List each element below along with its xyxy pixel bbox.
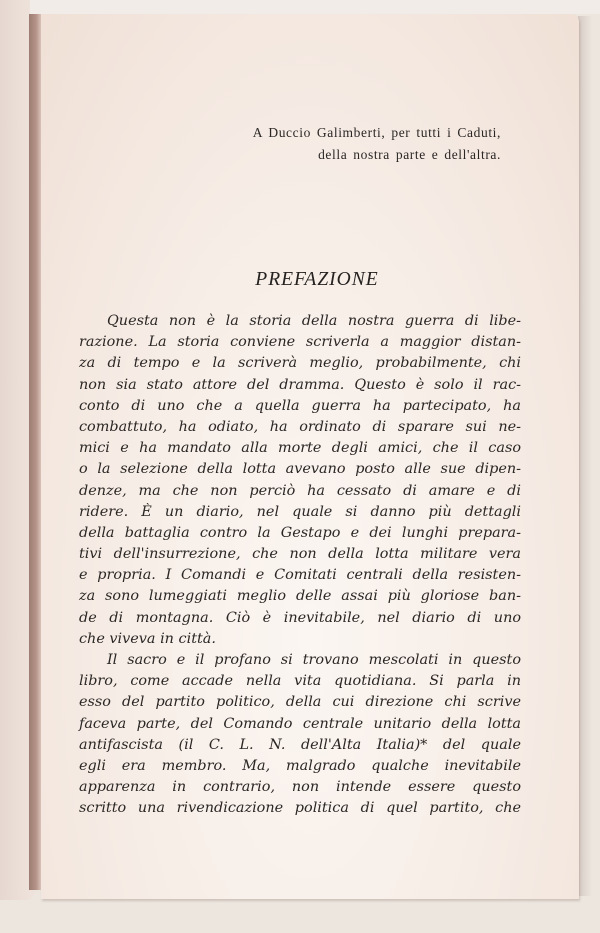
text-line: esso del partito politico, della cui direzione chi scrive [79, 694, 521, 711]
text-line: za di tempo e la scriverà meglio, probabilmente, chi [79, 355, 521, 372]
page-title: PREFAZIONE [255, 269, 379, 290]
dedication-line: della nostra parte e dell'altra. [318, 147, 501, 162]
text-line: conto di uno che a quella guerra ha partecipato, ha [79, 397, 521, 414]
text-line: o la selezione della lotta avevano posto alle sue dipen- [79, 461, 521, 478]
text-line: Questa non è la storia della nostra guerra di libe- [107, 313, 521, 329]
text-line: ridere. È un diario, nel quale si danno più dettagli [79, 503, 521, 520]
text-line: apparenza in contrario, non intende essere questo [79, 779, 521, 796]
text-line: faceva parte, del Comando centrale unitario della lotta [79, 715, 521, 732]
background-strip [30, 0, 600, 14]
text-line: non sia stato attore del dramma. Questo è solo il rac- [79, 376, 521, 393]
dedication-line: A Duccio Galimberti, per tutti i Caduti, [252, 125, 501, 140]
text-line: mici e ha mandato alla morte degli amici, che il caso [79, 440, 521, 457]
text-line: scritto una rivendicazione politica di quel partito, che [79, 800, 521, 817]
text-line: e propria. I Comandi e Comitati centrali della resisten- [79, 567, 521, 584]
preface-body [79, 311, 521, 820]
text-line: Il sacro e il profano si trovano mescolati in questo [107, 652, 521, 668]
page-shadow [578, 16, 592, 896]
paragraph [79, 650, 521, 820]
text-line: antifascista (il C. L. N. dell'Alta Italia)* del quale [79, 736, 521, 753]
text-line: za sono lumeggiati meglio delle assai più gloriose ban- [79, 588, 521, 605]
text-line: libro, come accade nella vita quotidiana. Si parla in [79, 673, 521, 690]
dedication [253, 122, 501, 166]
text-line: tivi dell'insurrezione, che non della lotta militare vera [79, 546, 521, 563]
text-line: combattuto, ha odiato, ha ordinato di sparare sui ne- [79, 418, 521, 435]
text-line: razione. La storia conviene scriverla a maggior distan- [79, 334, 521, 351]
text-line: egli era membro. Ma, malgrado qualche inevitabile [79, 757, 521, 774]
spine-gutter [29, 14, 41, 890]
paragraph [79, 311, 521, 650]
text-line: che viveva in città. [79, 630, 216, 647]
text-line: de di montagna. Ciò è inevitabile, nel diario di uno [79, 609, 521, 626]
text-line: denze, ma che non perciò ha cessato di amare e di [79, 482, 521, 499]
text-line: della battaglia contro la Gestapo e dei lunghi prepara- [79, 524, 521, 541]
